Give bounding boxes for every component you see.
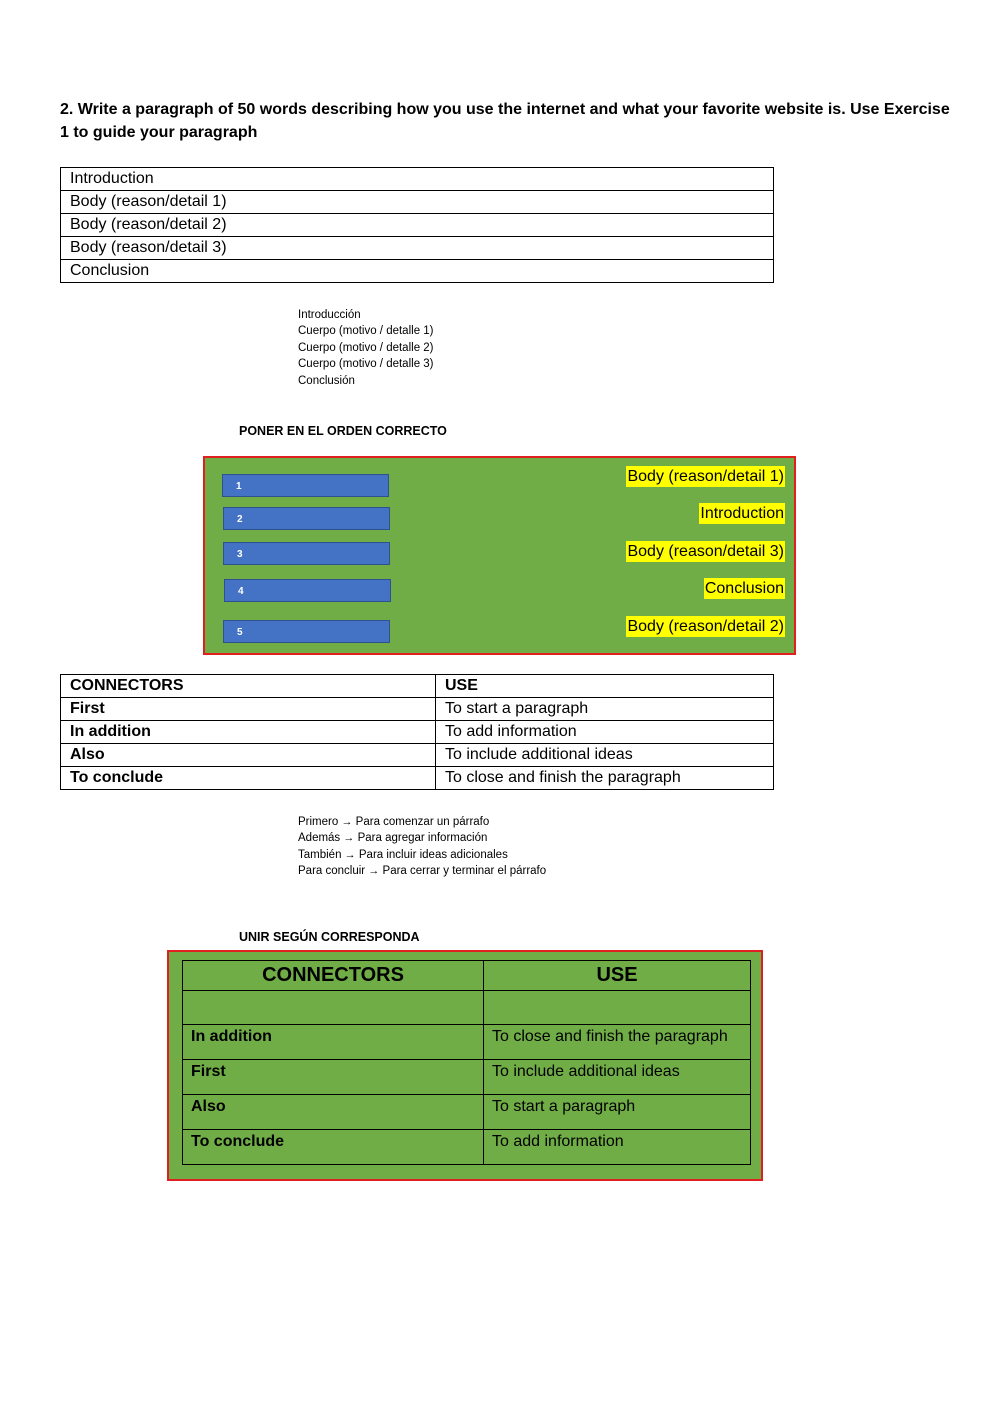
connector-es: Además — [298, 832, 341, 845]
spanish-connectors-list — [298, 814, 546, 880]
structure-table — [60, 167, 774, 283]
table-row — [61, 237, 774, 260]
order-exercise-label: PONER EN EL ORDEN CORRECTO — [239, 424, 447, 438]
drop-slot-2[interactable]: 2 — [223, 507, 390, 530]
match-table — [182, 960, 751, 1165]
match-use[interactable]: To close and finish the paragraph — [484, 1025, 751, 1060]
use-cell: To include additional ideas — [436, 744, 774, 767]
column-header: USE — [484, 961, 751, 991]
table-row — [183, 1060, 751, 1095]
list-item: Cuerpo (motivo / detalle 2) — [298, 341, 434, 354]
column-header: CONNECTORS — [183, 961, 484, 991]
table-header-row — [61, 675, 774, 698]
connector-cell: First — [61, 698, 436, 721]
drop-slot-1[interactable]: 1 — [222, 474, 389, 497]
structure-cell: Body (reason/detail 1) — [61, 191, 774, 214]
drop-slot-4[interactable]: 4 — [224, 579, 391, 602]
list-item: Cuerpo (motivo / detalle 3) — [298, 358, 434, 371]
use-es: Para agregar información — [357, 832, 488, 845]
structure-cell: Introduction — [61, 168, 774, 191]
draggable-option[interactable]: Conclusion — [704, 580, 784, 597]
drop-slot-3[interactable]: 3 — [223, 542, 390, 565]
table-row — [183, 1025, 751, 1060]
connector-es: Para concluir — [298, 865, 366, 878]
blank-cell — [183, 991, 484, 1025]
spanish-structure-list — [298, 307, 434, 389]
use-cell: To add information — [436, 721, 774, 744]
connector-es: Primero — [298, 816, 339, 828]
connector-es: También — [298, 848, 342, 861]
drop-slot-5[interactable]: 5 — [223, 620, 390, 643]
arrow-right-icon: → — [344, 848, 356, 861]
table-row — [61, 721, 774, 744]
structure-cell: Body (reason/detail 3) — [61, 237, 774, 260]
table-row — [61, 698, 774, 721]
blank-cell — [484, 991, 751, 1025]
match-use[interactable]: To add information — [484, 1130, 751, 1165]
use-es: Para incluir ideas adicionales — [358, 848, 508, 861]
match-connector[interactable]: To conclude — [183, 1130, 484, 1165]
list-item: Introducción — [298, 309, 361, 321]
table-row — [61, 168, 774, 191]
table-row — [61, 744, 774, 767]
list-item — [298, 847, 546, 863]
connector-cell: Also — [61, 744, 436, 767]
arrow-right-icon: → — [341, 816, 353, 828]
order-exercise-panel — [203, 456, 796, 655]
connectors-table — [60, 674, 774, 790]
list-item: Conclusión — [298, 374, 355, 387]
draggable-option[interactable]: Introduction — [700, 505, 784, 522]
draggable-option[interactable]: Body (reason/detail 1) — [627, 468, 784, 485]
draggable-option[interactable]: Body (reason/detail 2) — [627, 618, 784, 635]
column-header: CONNECTORS — [61, 675, 436, 698]
list-item — [298, 830, 546, 846]
draggable-option[interactable]: Body (reason/detail 3) — [627, 543, 784, 560]
list-item — [298, 863, 546, 879]
instructions: 2. Write a paragraph of 50 words describing how you use the internet and what your favorite website is. Use Exercise 1 to guide your paragraph — [60, 101, 950, 141]
use-cell: To start a paragraph — [436, 698, 774, 721]
connector-cell: In addition — [61, 721, 436, 744]
structure-cell: Conclusion — [61, 260, 774, 283]
list-item: Cuerpo (motivo / detalle 1) — [298, 325, 434, 338]
table-row — [183, 1095, 751, 1130]
table-row — [61, 260, 774, 283]
match-connector[interactable]: In addition — [183, 1025, 484, 1060]
table-row — [61, 214, 774, 237]
table-row-blank — [183, 991, 751, 1025]
use-es: Para cerrar y terminar el párrafo — [382, 865, 547, 878]
use-es: Para comenzar un párrafo — [355, 816, 490, 828]
use-cell: To close and finish the paragraph — [436, 767, 774, 790]
table-row — [61, 191, 774, 214]
arrow-right-icon: → — [368, 865, 380, 878]
match-use[interactable]: To include additional ideas — [484, 1060, 751, 1095]
structure-cell: Body (reason/detail 2) — [61, 214, 774, 237]
list-item — [298, 814, 546, 830]
match-connector[interactable]: Also — [183, 1095, 484, 1130]
table-row — [183, 1130, 751, 1165]
connector-cell: To conclude — [61, 767, 436, 790]
match-exercise-label: UNIR SEGÚN CORRESPONDA — [239, 930, 420, 944]
match-exercise-panel — [167, 950, 763, 1181]
arrow-right-icon: → — [343, 832, 355, 845]
table-row — [61, 767, 774, 790]
match-use[interactable]: To start a paragraph — [484, 1095, 751, 1130]
column-header: USE — [436, 675, 774, 698]
match-connector[interactable]: First — [183, 1060, 484, 1095]
table-header-row — [183, 961, 751, 991]
